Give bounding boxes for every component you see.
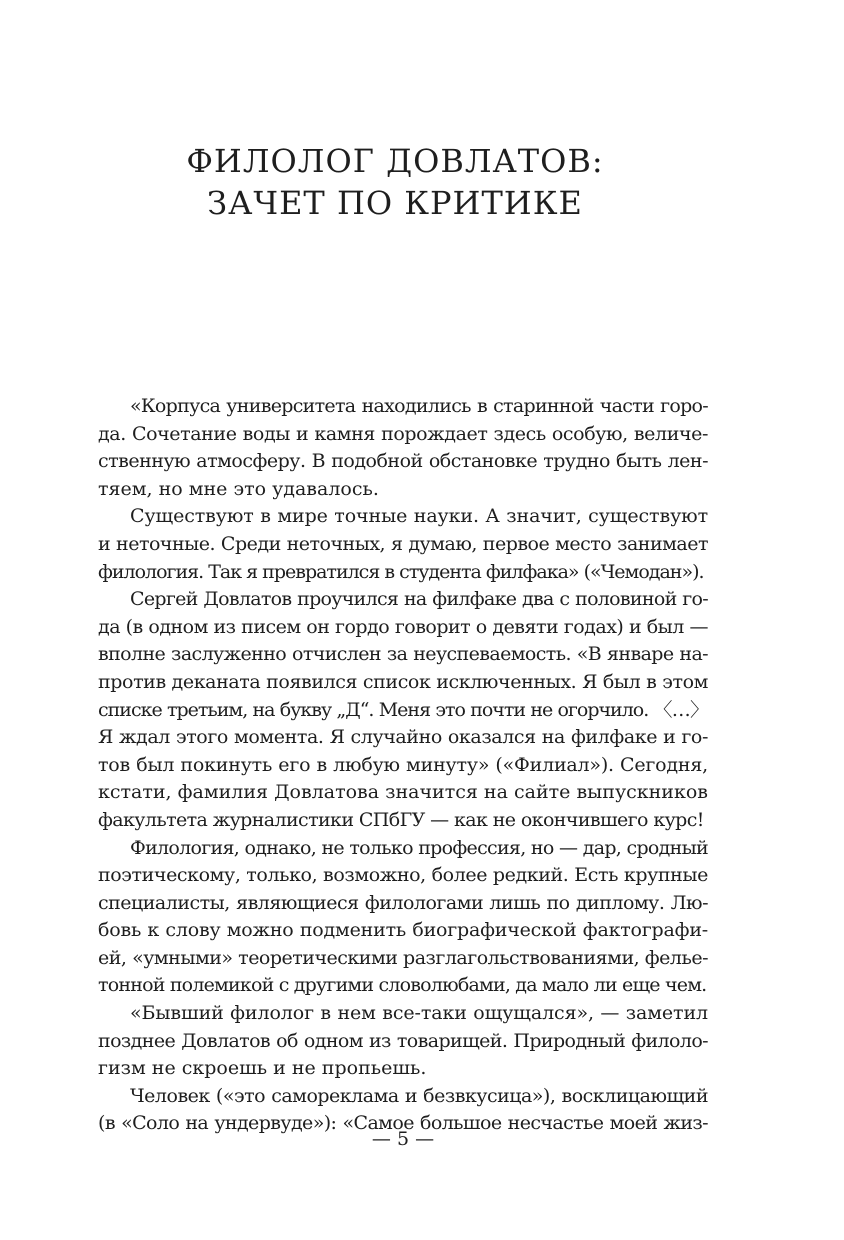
text-line: ей, «умными» теоретическими разглагольствованиями, фелье-	[98, 946, 708, 969]
body-text	[98, 393, 708, 1138]
text-line: вполне заслуженно отчислен за неуспеваемость. «В январе на-	[98, 643, 708, 666]
text-line: поэтическому, только, возможно, более редкий. Есть крупные	[98, 864, 708, 887]
paragraph	[98, 393, 708, 503]
chapter-title-line-2: ЗАЧЕТ ПО КРИТИКЕ	[207, 184, 583, 222]
paragraph	[98, 1000, 708, 1083]
text-line: гизм не скроешь и не пропьешь.	[98, 1057, 427, 1080]
paragraph	[98, 503, 708, 586]
text-line: «Корпуса университета находились в старинной части горо-	[130, 395, 708, 417]
text-line: Существуют в мире точные науки. А значит, существуют	[130, 505, 708, 528]
paragraph	[98, 835, 708, 1001]
text-line: специалисты, являющиеся филологами лишь по диплому. Лю-	[98, 891, 708, 914]
text-line: да (в одном из писем он гордо говорит о девяти годах) и был —	[98, 615, 708, 638]
text-line: бовь к слову можно подменить биографической фактографи-	[98, 919, 708, 942]
text-line: тяем, но мне это удавалось.	[98, 477, 379, 500]
text-line: и неточные. Среди неточных, я думаю, первое место занимает	[98, 532, 708, 555]
text-line: филология. Так я превратился в студента филфака» («Чемодан»).	[98, 560, 704, 583]
text-line: факультета журналистики СПбГУ — как не окончившего курс!	[98, 808, 704, 831]
text-line: тов был покинуть его в любую минуту» («Филиал»). Сегодня,	[98, 753, 708, 776]
text-line: «Бывший филолог в нем все-таки ощущался», — заметил	[130, 1002, 708, 1025]
chapter-title-line-1: ФИЛОЛОГ ДОВЛАТОВ:	[186, 142, 604, 180]
text-line: списке третьим, на букву „Д“. Меня это почти не огорчило. 〈…〉	[98, 698, 708, 721]
text-line: Филология, однако, не только профессия, но — дар, сродный	[130, 836, 708, 859]
text-line: против деканата появился список исключенных. Я был в этом	[98, 670, 708, 693]
text-line: (в «Соло на ундервуде»): «Самое большое несчастье моей жиз-	[98, 1112, 708, 1135]
text-line: Сергей Довлатов проучился на филфаке два с половиной го-	[130, 588, 708, 611]
text-line: Человек («это самореклама и безвкусица»), восклицающий	[130, 1084, 708, 1107]
text-line: да. Сочетание воды и камня порождает здесь особую, величе-	[98, 422, 708, 445]
page-number: — 5 —	[371, 1128, 435, 1150]
paragraph	[98, 586, 708, 834]
text-line: тонной полемикой с другими словолюбами, да мало ли еще чем.	[98, 974, 707, 997]
text-line: позднее Довлатов об одном из товарищей. Природный филоло-	[98, 1029, 708, 1052]
chapter-title	[0, 140, 790, 224]
text-line: ственную атмосферу. В подобной обстановке трудно быть лен-	[98, 450, 708, 473]
text-line: Я ждал этого момента. Я случайно оказался на филфаке и го-	[98, 726, 708, 749]
text-line: кстати, фамилия Довлатова значится на сайте выпускников	[98, 781, 708, 804]
